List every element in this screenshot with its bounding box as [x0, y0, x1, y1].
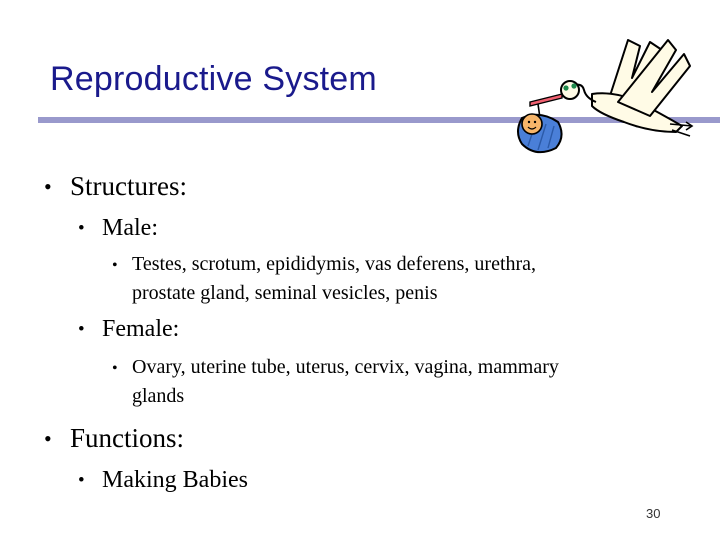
bullet-dot: • — [78, 319, 85, 340]
bullet-dot: • — [78, 218, 85, 239]
bullet-dot: • — [112, 257, 118, 274]
page-number: 30 — [646, 506, 661, 521]
stork-clipart-icon — [500, 36, 700, 156]
female-label: Female: — [102, 316, 180, 342]
male-label: Male: — [102, 215, 158, 241]
female-structures-line-1: Ovary, uterine tube, uterus, cervix, vagina, mammary — [132, 356, 559, 378]
bullet-dot: • — [112, 360, 118, 377]
bullet-dot: • — [44, 174, 52, 199]
functions-heading: Functions: — [70, 423, 185, 453]
bullet-dot: • — [44, 426, 52, 451]
female-structures-line-2: glands — [132, 385, 185, 407]
making-babies-text: Making Babies — [102, 467, 248, 493]
slide-title: Reproductive System — [50, 60, 377, 98]
bullet-dot: • — [78, 470, 85, 491]
structures-heading: Structures: — [70, 171, 187, 201]
male-structures-line-2: prostate gland, seminal vesicles, penis — [132, 282, 438, 304]
male-structures-line-1: Testes, scrotum, epididymis, vas deferens, urethra, — [132, 253, 537, 275]
